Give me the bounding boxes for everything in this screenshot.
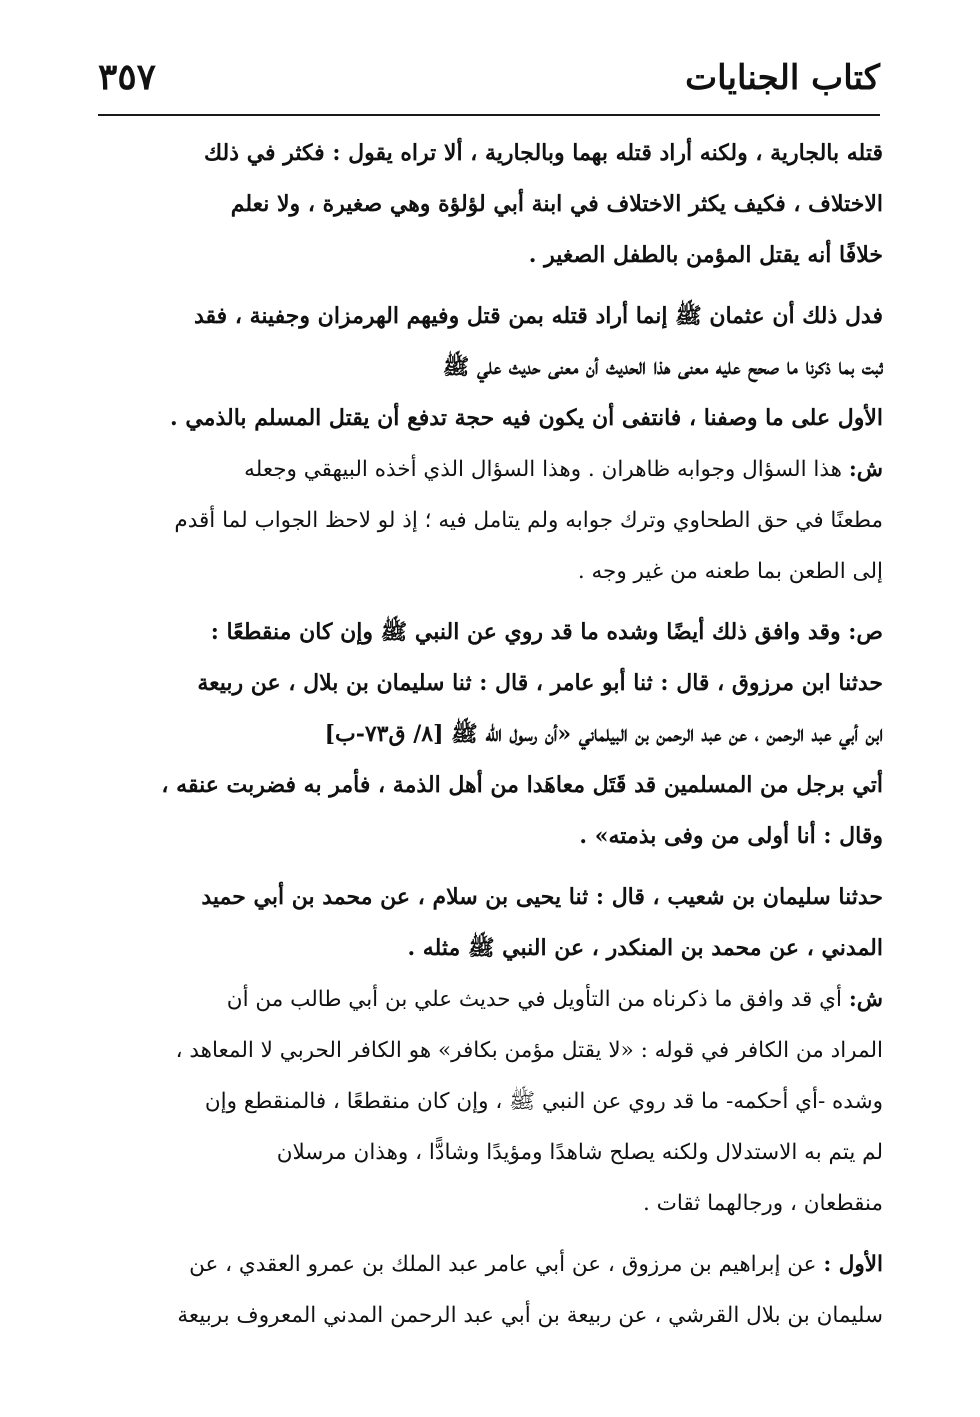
paragraph-8-first: [103, 1239, 883, 1341]
text-line: منقطعان ، ورجالهما ثقات .: [642, 1191, 883, 1216]
page-header: [98, 52, 880, 116]
commentary-label: ش:: [848, 987, 883, 1012]
text-line: [103, 607, 883, 658]
page-number: ٣٥٧: [98, 56, 157, 98]
line-text: عن إبراهيم بن مرزوق ، عن أبي عامر عبد الملك بن عمرو العقدي ، عن: [189, 1252, 824, 1277]
paragraph-7-commentary: [103, 974, 883, 1229]
chapter-title: كتاب الجنايات: [685, 58, 880, 98]
line-text: هذا السؤال وجوابه ظاهران . وهذا السؤال الذي أخذه البيهقي وجعله: [244, 457, 849, 482]
paragraph-1: [103, 128, 883, 281]
text-line: خلافًا أنه يقتل المؤمن بالطفل الصغير .: [528, 242, 883, 268]
text-line: مطعنًا في حق الطحاوي وترك جوابه ولم يتامل فيه ؛ إذ لو لاحظ الجواب لما أقدم: [174, 508, 883, 533]
text-line: وشده -أي أحكمه- ما قد روي عن النبي ﷺ ، وإن كان منقطعًا ، فالمنقطع وإن: [204, 1089, 883, 1114]
paragraph-6-hadith: [103, 872, 883, 974]
page-body: [103, 128, 883, 1341]
text-label: ص:: [848, 619, 883, 645]
text-line: وقال : أنا أولى من وفى بذمته» .: [579, 823, 883, 849]
text-line: [103, 1239, 883, 1290]
commentary-label: ش:: [848, 457, 883, 482]
line-text: أي قد وافق ما ذكرناه من التأويل في حديث علي بن أبي طالب من أن: [226, 987, 849, 1012]
text-line: المدني ، عن محمد بن المنكدر ، عن النبي ﷺ مثله .: [407, 935, 883, 961]
text-line: لم يتم به الاستدلال ولكنه يصلح شاهدًا ومؤيدًا وشادًّا ، وهذان مرسلان: [276, 1140, 883, 1165]
line-text: وقد وافق ذلك أيضًا وشده ما قد روي عن النبي ﷺ وإن كان منقطعًا :: [210, 619, 849, 645]
text-line: فدل ذلك أن عثمان ﷺ إنما أراد قتله بمن قتل وفيهم الهرمزان وجفينة ، فقد: [193, 303, 883, 329]
text-line: حدثنا ابن مرزوق ، قال : ثنا أبو عامر ، قال : ثنا سليمان بن بلال ، عن ربيعة: [197, 670, 883, 696]
paragraph-2: [103, 291, 883, 444]
text-line: ثبت بما ذكرنا ما صحح عليه معنى هذا الحديث أن معنى حديث علي ﷺ: [442, 354, 883, 380]
text-line: حدثنا سليمان بن شعيب ، قال : ثنا يحيى بن سلام ، عن محمد بن أبي حميد: [201, 884, 883, 910]
paragraph-4-text: [103, 607, 883, 658]
text-line: الأول على ما وصفنا ، فانتفى أن يكون فيه حجة تدفع أن يقتل المسلم بالذمي .: [170, 405, 883, 431]
first-label: الأول :: [823, 1252, 883, 1277]
text-line: الاختلاف ، فكيف يكثر الاختلاف في ابنة أبي لؤلؤة وهي صغيرة ، ولا نعلم: [230, 191, 883, 217]
text-line: إلى الطعن بما طعنه من غير وجه .: [577, 559, 883, 584]
text-line: [103, 974, 883, 1025]
text-line: المراد من الكافر في قوله : «لا يقتل مؤمن بكافر» هو الكافر الحربي لا المعاهد ،: [175, 1038, 883, 1063]
text-line: سليمان بن بلال القرشي ، عن ربيعة بن أبي عبد الرحمن المدني المعروف بربيعة: [177, 1303, 883, 1328]
text-line: أتي برجل من المسلمين قد قَتَل معاهَدا من أهل الذمة ، فأمر به فضربت عنقه ،: [161, 772, 883, 798]
paragraph-3-commentary: [103, 444, 883, 597]
paragraph-5-hadith: [103, 658, 883, 862]
text-line: [103, 444, 883, 495]
text-line: ابن أبي عبد الرحمن ، عن عبد الرحمن بن البيلماني «أن رسول الله ﷺ [٨/ ق٧٣-ب]: [324, 721, 883, 747]
text-line: قتله بالجارية ، ولكنه أراد قتله بهما وبالجارية ، ألا تراه يقول : فكثر في ذلك: [204, 140, 883, 166]
